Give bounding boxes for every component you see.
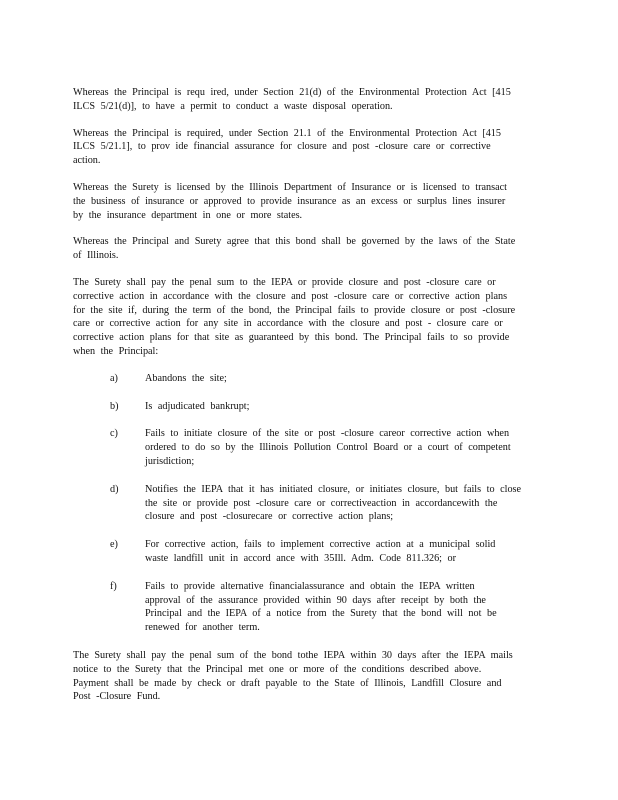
text-line: renewed for another term. (145, 622, 260, 634)
paragraph-permit-requirement (73, 86, 543, 114)
list-item (73, 580, 543, 635)
text-line: The Surety shall pay the penal sum to the IEPA or provide closure and post -closure care or (73, 276, 496, 288)
text-line: For corrective action, fails to implement corrective action at a municipal solid (145, 539, 496, 551)
text-line: Whereas the Principal is requ ired, under Section 21(d) of the Environmental Protection Act [415 (73, 87, 511, 98)
text-line: Abandons the site; (145, 372, 227, 384)
text-line: Fails to initiate closure of the site or post -closure careor corrective action when (145, 428, 510, 440)
conditions-list (73, 372, 543, 635)
text-line: jurisdiction; (145, 455, 195, 467)
list-marker: a) (110, 372, 118, 384)
text-line: Whereas the Principal and Surety agree that this bond shall be governed by the laws of the State (73, 236, 516, 248)
text-line: Whereas the Principal is required, under Section 21.1 of the Environmental Protection Act [415 (73, 127, 501, 139)
paragraph-payment-terms (73, 649, 543, 704)
text-line: ILCS 5/21(d)], to have a permit to conduct a waste disposal operation. (73, 100, 393, 112)
text-line: Payment shall be made by check or draft payable to the State of Illinois, Landfill Closure and (73, 677, 502, 689)
text-line: the business of insurance or approved to provide insurance as an excess or surplus lines insurer (73, 195, 506, 207)
list-marker: c) (110, 428, 118, 440)
text-line: Post -Closure Fund. (73, 691, 161, 703)
text-line: by the insurance department in one or more states. (73, 209, 303, 221)
text-line: care or corrective action for any site in accordance with the closure and post - closure care or (73, 318, 503, 330)
text-line: waste landfill unit in accord ance with 35Ill. Adm. Code 811.326; or (145, 552, 457, 564)
text-line: Is adjudicated bankrupt; (145, 400, 250, 412)
paragraph-surety-licensed (73, 181, 543, 222)
text-line: the site or provide post -closure care or correctiveaction in accordancewith the (145, 497, 498, 509)
text-line: ordered to do so by the Illinois Pollution Control Board or a court of competent (145, 442, 511, 454)
paragraph-surety-obligation (73, 276, 543, 359)
text-line: of Illinois. (73, 250, 119, 262)
text-line: approval of the assurance provided within 90 days after receipt by both the (145, 594, 486, 606)
text-line: ILCS 5/21.1], to prov ide financial assurance for closure and post -closure care or corrective (73, 141, 491, 153)
text-line: for the site if, during the term of the bond, the Principal fails to provide closure or post -closure (73, 304, 516, 316)
list-item (73, 372, 543, 386)
text-line: action. (73, 155, 101, 167)
list-marker: f) (110, 580, 117, 592)
list-marker: d) (110, 483, 119, 495)
text-line: Notifies the IEPA that it has initiated closure, or initiates closure, but fails to close (145, 483, 522, 495)
list-item (73, 483, 543, 524)
text-line: notice to the Surety that the Principal met one or more of the conditions described above. (73, 663, 482, 675)
text-line: closure and post -closurecare or corrective action plans; (145, 511, 394, 523)
list-item (73, 538, 543, 566)
text-line: Fails to provide alternative financialassurance and obtain the IEPA written (145, 580, 475, 592)
list-marker: e) (110, 539, 118, 551)
list-item (73, 427, 543, 468)
document-page (73, 86, 543, 717)
text-line: Principal and the IEPA of a notice from the Surety that the bond will not be (145, 608, 497, 620)
text-line: The Surety shall pay the penal sum of the bond tothe IEPA within 30 days after the IEPA mails (73, 649, 513, 661)
list-marker: b) (110, 400, 119, 412)
paragraph-governing-law (73, 235, 543, 263)
text-line: Whereas the Surety is licensed by the Illinois Department of Insurance or is licensed to transact (73, 181, 507, 193)
list-item (73, 400, 543, 414)
text-line: corrective action plans for that site as guaranteed by this bond. The Principal fails to so provide (73, 332, 510, 344)
text-line: corrective action in accordance with the closure and post -closure care or corrective action plans (73, 290, 508, 302)
text-line: when the Principal: (73, 345, 159, 357)
paragraph-financial-assurance (73, 127, 543, 168)
